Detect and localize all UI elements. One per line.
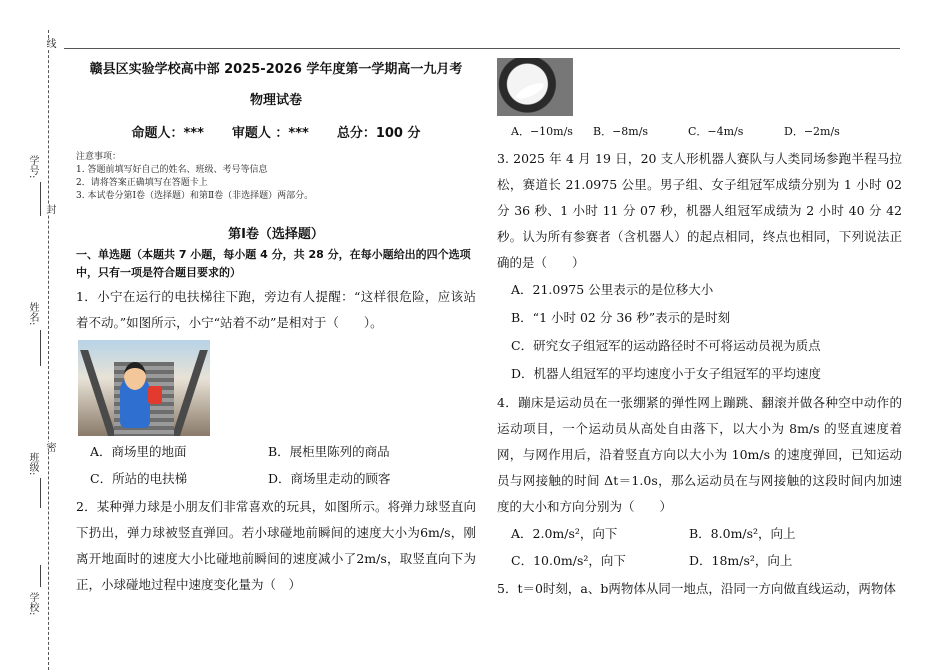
q3-option-a[interactable]: A．21.0975 公里表示的是位移大小 bbox=[511, 282, 714, 297]
score-label: 总分：100 分 bbox=[336, 126, 421, 141]
q1-option-c[interactable]: C．所站的电扶梯 bbox=[90, 471, 188, 486]
q4-option-b[interactable]: B．8.0m/s²，向上 bbox=[689, 526, 796, 541]
q2-option-c[interactable]: C．−4m/s bbox=[688, 125, 744, 138]
section-title: 第Ⅰ卷（选择题） bbox=[228, 227, 324, 242]
q1-option-d[interactable]: D．商场里走动的顾客 bbox=[268, 471, 391, 486]
question-5-text: 5．t＝0时刻，a、b两物体从同一地点，沿同一方向做直线运动，两物体 bbox=[497, 581, 896, 596]
student-id-label: 学号: bbox=[27, 155, 38, 179]
question-4-text: 4．蹦床是运动员在一张绷紧的弹性网上蹦跳、翻滚并做各种空中动作的运动项目，一个运动员从高处自由落下，以大小为 8m/s 的竖直速度着网，与网作用后，沿着竖直方向以大小为 10m/s 的速度弹回，已知运动员与网接触的时间 Δt＝1.0s，那么运动员在与网接触的这段时间内加速度的大小和方向分别为（ ） bbox=[497, 395, 902, 514]
subject-title: 物理试卷 bbox=[249, 93, 302, 108]
binding-dashed-line bbox=[48, 30, 49, 670]
student-id-field[interactable] bbox=[40, 182, 41, 216]
q3-option-b[interactable]: B．“1 小时 02 分 36 秒”表示的是时刻 bbox=[511, 310, 731, 325]
right-column bbox=[497, 58, 902, 602]
author-label: 命题人：*** bbox=[131, 126, 204, 141]
gutter-seal2-char: 密 bbox=[44, 442, 55, 452]
exam-title: 赣县区实验学校高中部 2025-2026 学年度第一学期高一九月考 bbox=[89, 62, 463, 77]
question-2-text: 2．某种弹力球是小朋友们非常喜欢的玩具，如图所示。将弹力球竖直向下扔出，弹力球被竖直弹回。若小球碰地前瞬间的速度大小为6m/s，刚离开地面时的速度大小比碰地前瞬间的速度减小了2m/s，取竖直向下为正，小球碰地过程中速度变化量为（ ） bbox=[76, 499, 476, 592]
note-item-2: 2．请将答案正确填写在答题卡上 bbox=[76, 178, 208, 188]
authors-line bbox=[76, 122, 476, 141]
left-column bbox=[76, 58, 476, 598]
question-3-text: 3. 2025 年 4 月 19 日，20 支人形机器人赛队与人类同场参跑半程马拉松，赛道长 21.0975 公里。男子组、女子组冠军成绩分别为 1 小时 02 分 36 秒、1 小时 11 分 07 秒，机器人组冠军成绩为 2 小时 40 分 42 秒。认为所有参赛者（含机器人）的起点相同，终点也相同，下列说法正确的是（ ） bbox=[497, 151, 902, 270]
q1-option-b[interactable]: B．展柜里陈列的商品 bbox=[268, 444, 390, 459]
question-1-text: 1．小宁在运行的电扶梯往下跑，旁边有人提醒：“这样很危险，应该站着不动。”如图所示，小宁“站着不动”是相对于（ ）。 bbox=[76, 289, 476, 330]
binding-gutter bbox=[0, 0, 60, 672]
school-field[interactable] bbox=[40, 565, 41, 587]
q2-option-d[interactable]: D．−2m/s bbox=[784, 125, 840, 138]
note-item-3: 3. 本试卷分第Ⅰ卷（选择题）和第Ⅱ卷（非选择题）两部分。 bbox=[76, 191, 314, 201]
q4-option-c[interactable]: C．10.0m/s²，向下 bbox=[511, 553, 626, 568]
q3-option-d[interactable]: D．机器人组冠军的平均速度小于女子组冠军的平均速度 bbox=[511, 366, 822, 381]
name-label: 姓名: bbox=[27, 302, 38, 326]
reviewer-label: 审题人 ：*** bbox=[231, 126, 309, 141]
q2-option-b[interactable]: B．−8m/s bbox=[593, 125, 649, 138]
gutter-seal-char: 封 bbox=[44, 204, 55, 214]
class-field[interactable] bbox=[40, 478, 41, 508]
q4-option-d[interactable]: D．18m/s²，向上 bbox=[689, 553, 793, 568]
header-rule bbox=[64, 48, 900, 49]
section-instruction: 一、单选题（本题共 7 小题，每小题 4 分，共 28 分，在每小题给出的四个选项中，只有一项是符合题目要求的） bbox=[76, 248, 471, 279]
question-1-options bbox=[90, 438, 476, 492]
school-label: 学校: bbox=[27, 592, 38, 616]
gutter-line-char: 线 bbox=[44, 38, 55, 48]
question-3-options bbox=[511, 276, 902, 388]
q2-option-a[interactable]: A．−10m/s bbox=[511, 125, 573, 138]
notes-heading: 注意事项： bbox=[76, 152, 122, 162]
escalator-image bbox=[78, 340, 210, 436]
q4-option-a[interactable]: A．2.0m/s²，向下 bbox=[511, 526, 618, 541]
question-4-options bbox=[511, 520, 902, 574]
question-2-options bbox=[511, 120, 902, 144]
class-label: 班级: bbox=[27, 452, 38, 476]
name-field[interactable] bbox=[40, 330, 41, 366]
q3-option-c[interactable]: C．研究女子组冠军的运动路径时不可将运动员视为质点 bbox=[511, 338, 821, 353]
notes-block bbox=[76, 151, 476, 203]
q1-option-a[interactable]: A．商场里的地面 bbox=[90, 444, 187, 459]
note-item-1: 1. 答题前填写好自己的姓名、班级、考号等信息 bbox=[76, 165, 268, 175]
bouncy-ball-image bbox=[497, 58, 573, 116]
